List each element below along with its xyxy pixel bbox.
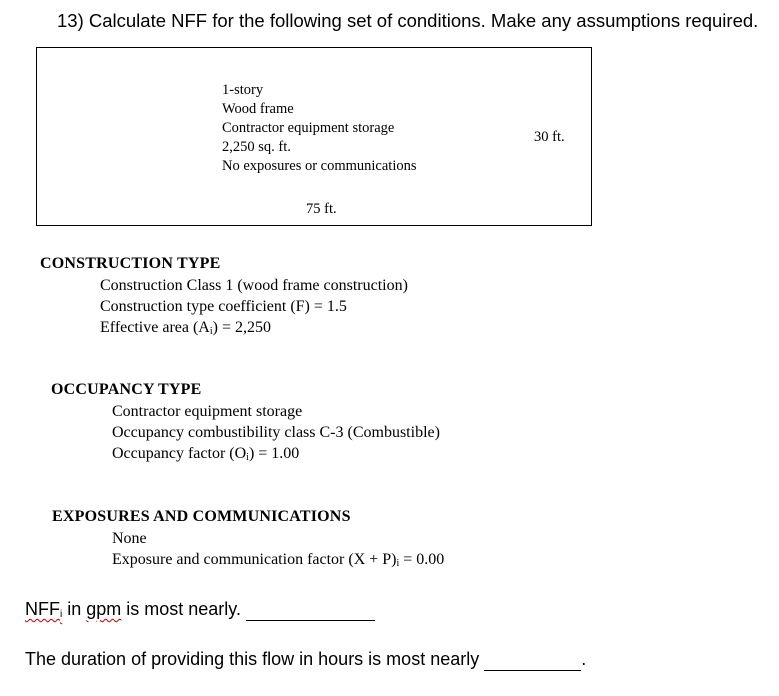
exposures-heading: EXPOSURES AND COMMUNICATIONS [52,508,351,525]
nff-question: $NFF_i$ in gpm is most nearly. [25,599,375,621]
construction-coefficient: Construction type coefficient (F) = 1.5 [100,298,347,315]
occupancy-heading: OCCUPANCY TYPE [51,381,202,398]
building-description [222,81,417,176]
building-line: Contractor equipment storage [222,120,395,136]
depth-label: 30 ft. [534,129,565,145]
duration-question: The duration of providing this flow in hours is most nearly . [25,649,587,669]
exposures-details [112,528,444,574]
building-line: 2,250 sq. ft. [222,139,291,155]
nff-answer-blank[interactable] [246,599,375,621]
occupancy-details [112,401,440,468]
building-line: Wood frame [222,101,294,117]
building-line: 1-story [222,82,264,98]
occupancy-use: Contractor equipment storage [112,403,303,420]
duration-answer-blank[interactable] [484,649,581,671]
width-label: 75 ft. [306,201,337,217]
exposure-factor: Exposure and communication factor $(X + P)_i = 0.00$ [112,551,445,569]
exposures-value: None [112,530,147,547]
construction-heading: CONSTRUCTION TYPE [40,255,221,272]
construction-details [100,275,408,342]
building-line: No exposures or communications [222,158,417,174]
effective-area: Effective area $(A_i) = 2,250$ [100,319,271,337]
question-title: 13) Calculate NFF for the following set of conditions. Make any assumptions required. [57,10,759,31]
construction-class: Construction Class 1 (wood frame construction) [100,277,408,294]
occupancy-factor: Occupancy factor $(O_i) = 1.00$ [112,445,300,463]
occupancy-class: Occupancy combustibility class C-3 (Combustible) [112,424,440,441]
building-diagram [36,47,592,226]
